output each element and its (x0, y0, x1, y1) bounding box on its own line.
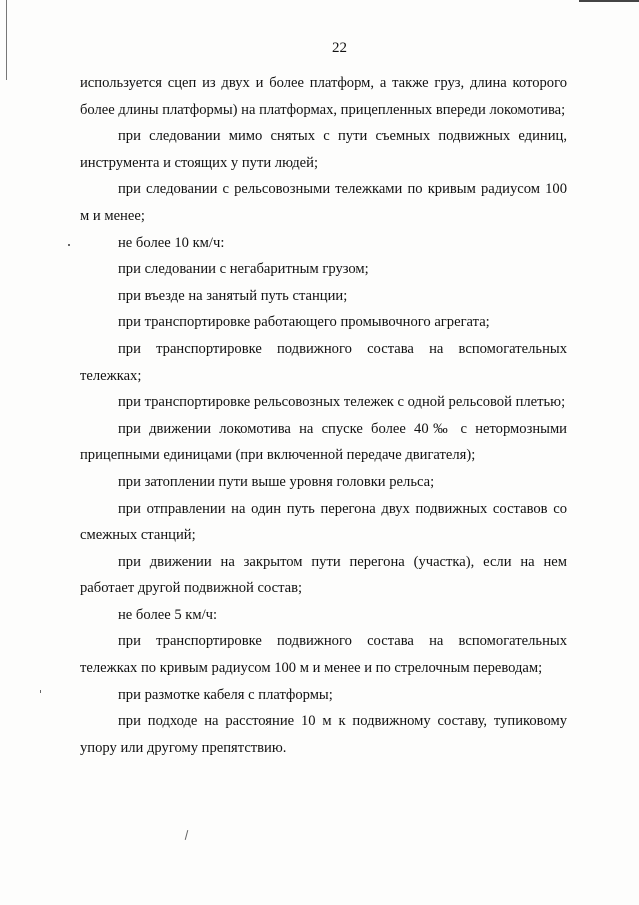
paragraph: при движении локомотива на спуске более 40‰ с нетормозными прицепными единицами (при включенной передаче двигателя); (80, 420, 567, 464)
paragraph: не более 5 км/ч: (118, 606, 218, 623)
paragraph: при размотке кабеля с платформы; (118, 686, 333, 703)
paragraph: при следовании с рельсовозными тележками по кривым радиусом 100 м и менее; (80, 181, 567, 224)
paragraph: при въезде на занятый путь станции; (118, 287, 348, 304)
paragraph: при транспортировке работающего промывочного агрегата; (118, 314, 490, 331)
paragraph: при следовании мимо снятых с пути съемных подвижных единиц, инструмента и стоящих у пути людей; (80, 128, 567, 171)
paragraph: при затоплении пути выше уровня головки рельса; (118, 473, 435, 490)
page-number: 22 (332, 40, 347, 56)
paragraph: при подходе на расстояние 10 м к подвижному составу, тупиковому упору или другому препятствию. (80, 713, 567, 756)
paragraph: при транспортировке рельсовозных тележек с одной рельсовой плетью; (118, 394, 566, 411)
paragraph: используется сцеп из двух и более платформ, а также груз, длина которого более длины платформы) на платформах, прицепленных впереди локомотива; (80, 75, 567, 118)
paragraph: не более 10 км/ч: (118, 234, 225, 251)
body-text (80, 70, 567, 761)
paragraph: при транспортировке подвижного состава на вспомогательных тележках по кривым радиусом 100 м и менее и по стрелочным переводам; (80, 633, 567, 677)
scan-edge-mark (579, 0, 639, 12)
paragraph: при транспортировке подвижного состава на вспомогательных тележках; (80, 340, 567, 384)
scan-speck (68, 244, 70, 246)
paragraph: при движении на закрытом пути перегона (участка), если на нем работает другой подвижной состав; (80, 553, 567, 597)
paragraph: при отправлении на один путь перегона двух подвижных составов со смежных станций; (80, 500, 567, 544)
scan-speck (185, 830, 189, 840)
scan-speck (40, 690, 41, 693)
paragraph: при следовании с негабаритным грузом; (118, 261, 369, 278)
